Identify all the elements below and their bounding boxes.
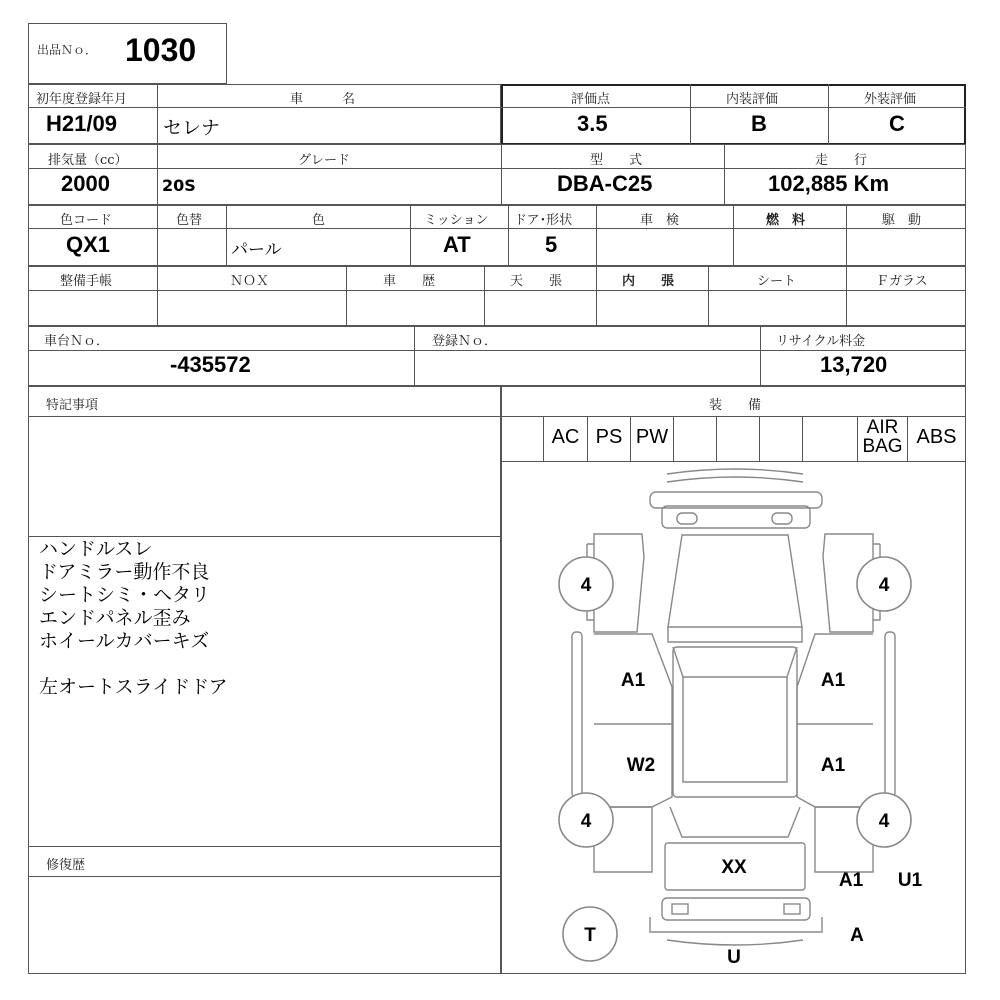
chassis-value: -435572	[170, 352, 251, 377]
color-value: パール	[231, 240, 282, 260]
roof-label: 天 張	[510, 274, 563, 289]
car-name-label: 車 名	[290, 92, 356, 107]
fuel-label: 燃 料	[766, 213, 806, 228]
model-value: DBA-C25	[557, 171, 653, 196]
row3-box	[28, 205, 966, 266]
rear-bumper-right-mark: A	[850, 925, 864, 946]
note-line: ハンドルスレ	[39, 538, 153, 560]
right-rear-door-mark: A1	[820, 755, 846, 776]
recycle-value: 13,720	[820, 352, 888, 377]
wheel-fr-mark: 4	[878, 575, 890, 596]
mission-value: AT	[443, 232, 471, 257]
lot-number-label: 出品Ｎｏ．	[37, 43, 98, 57]
nox-label: ＮＯＸ	[230, 274, 270, 289]
color-code-value: QX1	[66, 232, 111, 257]
interior-label: 内装評価	[726, 92, 779, 107]
car-name-value: セレナ	[163, 117, 221, 139]
model-label: 型 式	[590, 153, 643, 168]
seat-label: シート	[757, 274, 797, 289]
drive-label: 駆 動	[882, 213, 922, 228]
note-line: ドアミラー動作不良	[39, 561, 210, 583]
grade-label: グレード	[298, 153, 351, 168]
left-rear-door-mark: W2	[626, 755, 656, 776]
exterior-label: 外装評価	[864, 92, 917, 107]
displacement-value: 2000	[61, 171, 110, 196]
equipment-airbag: AIR BAG	[862, 417, 903, 457]
wheel-fl-mark: 4	[580, 575, 592, 596]
interior-value: B	[751, 111, 767, 136]
history-label: 車 歴	[383, 274, 436, 289]
interior-trim-label: 内 張	[622, 274, 675, 289]
note-line: 左オートスライドドア	[39, 676, 228, 698]
lot-number: 1030	[125, 32, 197, 68]
lot-number-box	[28, 23, 227, 84]
first-reg-label: 初年度登録年月	[36, 92, 128, 107]
score-label: 評価点	[571, 92, 611, 107]
registration-label: 登録Ｎｏ．	[432, 334, 498, 349]
mileage-label: 走 行	[815, 153, 868, 168]
equipment-ps: PS	[595, 426, 623, 448]
spare-tire-mark: T	[584, 925, 596, 946]
wheel-rr-mark: 4	[878, 811, 890, 832]
mission-label: ミッション	[424, 213, 489, 228]
displacement-label: 排気量（cc）	[48, 153, 128, 168]
color-code-label: 色コード	[60, 213, 113, 228]
row4-box	[28, 266, 966, 326]
exterior-value: C	[889, 111, 905, 136]
color-label: 色	[312, 213, 326, 228]
equipment-label: 装 備	[709, 398, 762, 413]
equipment-pw: PW	[635, 426, 669, 448]
left-front-door-mark: A1	[620, 670, 646, 691]
rear-bumper-mark: U	[727, 947, 741, 968]
fglass-label: Ｆガラス	[876, 274, 928, 289]
note-line: エンドパネル歪み	[39, 607, 191, 629]
right-quarter-mark: A1	[838, 870, 864, 891]
wheel-rl-mark: 4	[580, 811, 592, 832]
doors-value: 5	[545, 232, 558, 257]
doors-label: ドア･形状	[514, 213, 573, 228]
note-line: シートシミ・ヘタリ	[39, 584, 211, 606]
chassis-label: 車台Ｎｏ．	[44, 334, 110, 349]
rear-window-mark: XX	[721, 857, 747, 878]
note-line	[39, 653, 228, 676]
recycle-label: リサイクル料金	[776, 334, 866, 349]
notes-lines	[39, 538, 228, 699]
mileage-value: 102,885 Km	[768, 171, 890, 196]
color-change-label: 色替	[176, 213, 203, 228]
note-line: ホイールカバーキズ	[39, 630, 210, 652]
grade-value: 20S	[162, 176, 196, 195]
score-value: 3.5	[577, 111, 608, 136]
inspection-label: 車 検	[640, 213, 680, 228]
equipment-abs: ABS	[916, 426, 957, 448]
first-reg-value: H21/09	[46, 111, 117, 136]
maintenance-label: 整備手帳	[60, 274, 113, 289]
notes-label: 特記事項	[46, 398, 99, 413]
equipment-ac: AC	[551, 426, 580, 448]
car-diagram	[502, 462, 965, 973]
right-front-door-mark: A1	[820, 670, 846, 691]
right-rear-lamp-mark: U1	[897, 870, 923, 891]
repair-label: 修復歴	[46, 858, 86, 873]
